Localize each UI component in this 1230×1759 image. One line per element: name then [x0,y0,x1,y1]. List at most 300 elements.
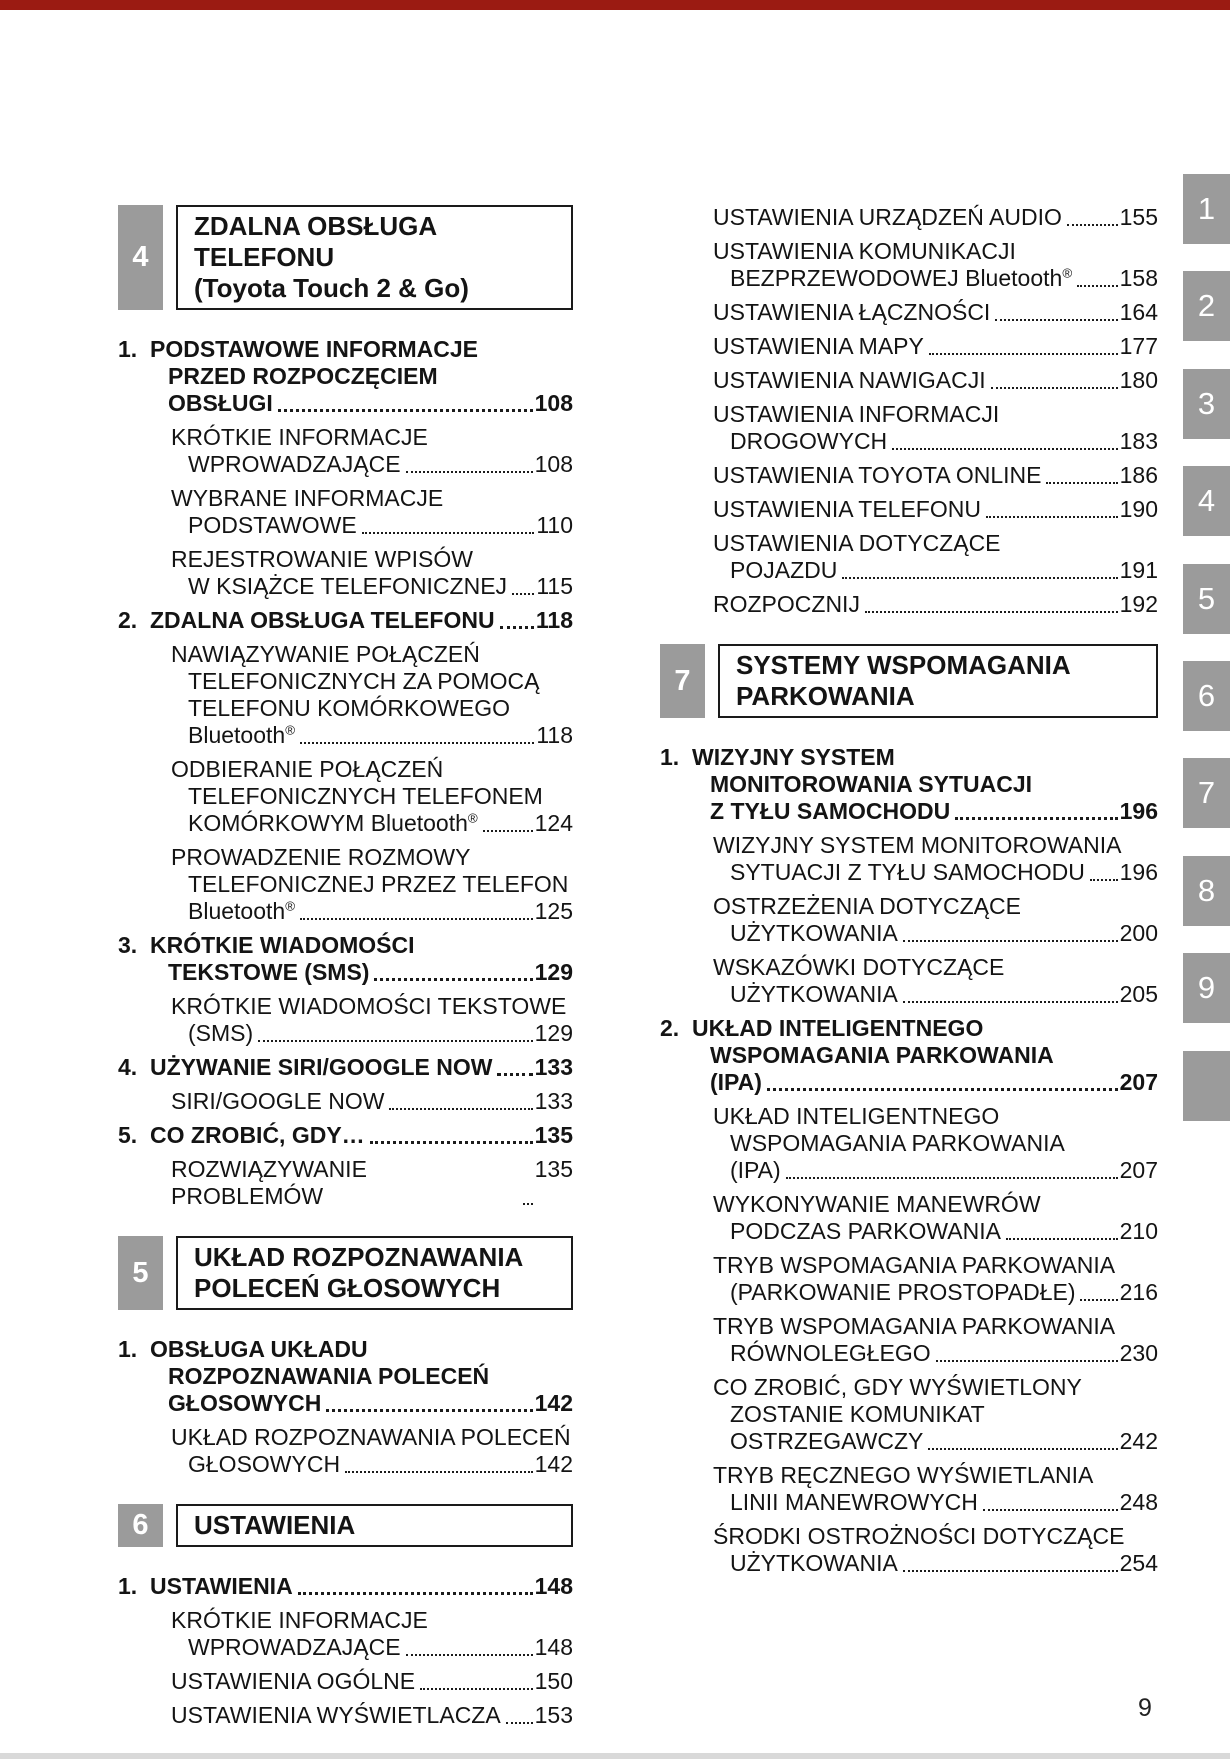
section-title [176,1504,573,1547]
toc-line [118,1088,573,1115]
side-tab-6: 6 [1183,661,1230,731]
page-ref: 200 [1119,920,1158,946]
toc-entry [660,1015,1158,1096]
page-ref: 248 [1119,1489,1158,1515]
toc-entry [118,641,573,749]
toc-line [660,859,1158,886]
toc-line [118,1702,573,1729]
toc-line [118,1668,573,1695]
toc-entry [660,832,1158,886]
page-ref: 186 [1119,462,1158,488]
section-title-line: UKŁAD ROZPOZNAWANIA [194,1242,524,1272]
entry-number: 1. [118,336,138,362]
entry-text: WPROWADZAJĄCE [188,1634,401,1660]
entry-number: 1. [118,1336,138,1362]
toc-line [660,1489,1158,1516]
page-ref: 177 [1119,333,1158,359]
dot-leader [326,1390,532,1412]
section-header [118,205,573,310]
toc-line [660,462,1158,489]
dot-leader [406,451,533,473]
entry-text: UŻYTKOWANIA [730,1550,898,1576]
toc-line [118,1390,573,1417]
toc-line [660,1130,1158,1157]
toc-line [660,1015,1158,1042]
toc-line [118,959,573,986]
toc-entry [118,485,573,539]
entry-text: USTAWIENIA OGÓLNE [171,1668,416,1694]
toc-entry [660,954,1158,1008]
side-tab-8: 8 [1183,856,1230,926]
entry-text: KRÓTKIE INFORMACJE [171,1607,428,1633]
entry-text: WYBRANE INFORMACJE [171,485,444,511]
toc-line [118,512,573,539]
toc-line [660,981,1158,1008]
toc-line [660,1069,1158,1096]
dot-leader [991,367,1118,389]
toc-line [660,1042,1158,1069]
toc-entry [118,1607,573,1661]
entry-text: OSTRZEŻENIA DOTYCZĄCE [713,893,1021,919]
dot-leader [300,722,534,744]
toc-line [118,451,573,478]
side-tab-1: 1 [1183,174,1230,244]
entry-text: USTAWIENIA KOMUNIKACJI [713,238,1016,264]
entry-text: CO ZROBIĆ, GDY… [150,1122,365,1148]
entry-text: TRYB WSPOMAGANIA PARKOWANIA [713,1313,1116,1339]
toc-entry [660,299,1158,326]
entry-text: WSPOMAGANIA PARKOWANIA [710,1042,1054,1068]
toc-line [660,265,1158,292]
dot-leader [903,1550,1118,1572]
toc-entry [118,1573,573,1600]
page-ref: 135 [534,1156,573,1182]
page-ref: 150 [534,1668,573,1694]
entry-text: ROZWIĄZYWANIE PROBLEMÓW [171,1156,367,1209]
dot-leader [345,1451,533,1473]
entry-text: PROWADZENIE ROZMOWY [171,844,471,870]
entry-text: ZOSTANIE KOMUNIKAT [730,1401,985,1427]
entry-text: MONITOROWANIA SYTUACJI [710,771,1033,797]
toc-entry [118,607,573,634]
toc-line [660,428,1158,455]
toc-entry [660,1313,1158,1367]
dot-leader [983,1489,1118,1511]
toc-line [118,668,573,695]
toc-entry [660,1462,1158,1516]
page-ref: 242 [1119,1428,1158,1454]
section-number-badge: 5 [118,1236,163,1310]
toc-line [118,485,573,512]
page-ref: 153 [534,1702,573,1728]
entry-text: KRÓTKIE INFORMACJE [171,424,428,450]
entry-text: WIZYJNY SYSTEM MONITOROWANIA [713,832,1122,858]
toc-line [660,238,1158,265]
section-title-line: PARKOWANIA [736,681,915,711]
dot-leader [995,299,1117,321]
section-header [660,644,1158,718]
entry-text: ŚRODKI OSTROŻNOŚCI DOTYCZĄCE [713,1523,1125,1549]
dot-leader [1090,859,1118,881]
entry-text: ODBIERANIE POŁĄCZEŃ [171,756,444,782]
entry-text: (PARKOWANIE PROSTOPADŁE) [730,1279,1076,1305]
entry-text: RÓWNOLEGŁEGO [730,1340,931,1366]
toc-line [660,333,1158,360]
entry-text: UKŁAD INTELIGENTNEGO [692,1015,984,1041]
top-accent-bar [0,0,1230,10]
dot-leader [903,981,1118,1003]
toc-line [118,1156,573,1210]
dot-leader [928,1428,1117,1450]
toc-line [118,993,573,1020]
toc-line [660,1401,1158,1428]
entry-text: TRYB RĘCZNEGO WYŚWIETLANIA [713,1462,1094,1488]
page-ref: 196 [1119,798,1158,824]
page-ref: 158 [1119,265,1158,291]
page-ref: 183 [1119,428,1158,454]
page-number: 9 [1138,1694,1152,1722]
toc-line [660,530,1158,557]
dot-leader [298,1573,533,1595]
toc-line [118,390,573,417]
page-ref: 142 [534,1451,573,1477]
entry-text: GŁOSOWYCH [188,1451,341,1477]
section-title-line: SYSTEMY WSPOMAGANIA [736,650,1071,680]
entry-number: 1. [118,1573,138,1599]
page-ref: 155 [1119,204,1158,230]
entry-text: NAWIĄZYWANIE POŁĄCZEŃ [171,641,480,667]
page-ref: 205 [1119,981,1158,1007]
entry-text: WIZYJNY SYSTEM [692,744,895,770]
toc-line [118,424,573,451]
toc-line [660,591,1158,618]
toc-entry [660,893,1158,947]
section-title [176,205,573,310]
entry-text: ZDALNA OBSŁUGA TELEFONU [150,607,495,633]
page-ref: 108 [534,451,573,477]
section-title-line: (Toyota Touch 2 & Go) [194,273,469,303]
entry-text: USTAWIENIA TELEFONU [713,496,981,522]
toc-entry [660,744,1158,825]
toc-entry [660,462,1158,489]
entry-text: USTAWIENIA ŁĄCZNOŚCI [713,299,991,325]
entry-number: 5. [118,1122,138,1148]
entry-text: UŻYTKOWANIA [730,920,898,946]
entry-text: WYKONYWANIE MANEWRÓW [713,1191,1041,1217]
toc-line [660,1550,1158,1577]
entry-text: SIRI/GOOGLE NOW [171,1088,385,1114]
page-ref: 118 [536,722,573,748]
dot-leader [278,390,533,412]
toc-line [118,722,573,749]
toc-line [660,920,1158,947]
dot-leader [929,333,1118,355]
page-ref: 216 [1119,1279,1158,1305]
section-number-badge: 4 [118,205,163,310]
dot-leader [1006,1218,1118,1240]
toc-entry [118,1156,573,1210]
entry-number: 1. [660,744,680,770]
toc-line [118,546,573,573]
toc-line [660,798,1158,825]
entry-text: PODCZAS PARKOWANIA [730,1218,1001,1244]
section-title-line: USTAWIENIA [194,1510,356,1540]
toc-entry [118,932,573,986]
entry-text: USTAWIENIA NAWIGACJI [713,367,986,393]
entry-text: USTAWIENIA URZĄDZEŃ AUDIO [713,204,1062,230]
section-number-badge: 7 [660,644,705,718]
entry-text: GŁOSOWYCH [168,1390,322,1416]
toc-line [118,695,573,722]
toc-entry [660,333,1158,360]
page-ref: 191 [1119,557,1158,583]
toc-entry [660,591,1158,618]
page-ref: 124 [534,810,573,836]
toc-line [660,1340,1158,1367]
toc-line [660,401,1158,428]
entry-text: TEKSTOWE (SMS) [168,959,370,985]
entry-text: PODSTAWOWE INFORMACJE [150,336,478,362]
toc-line [118,363,573,390]
toc-line [660,1374,1158,1401]
toc-line [118,1020,573,1047]
dot-leader [842,557,1117,579]
toc-entry [118,336,573,417]
toc-column-right [660,204,1158,1584]
dot-leader [389,1088,532,1110]
toc-line [660,771,1158,798]
toc-entry [118,424,573,478]
dot-leader [892,428,1117,450]
entry-number: 2. [660,1015,680,1041]
toc-line [660,1157,1158,1184]
entry-text: LINII MANEWROWYCH [730,1489,978,1515]
side-tab-3: 3 [1183,369,1230,439]
entry-text: POJAZDU [730,557,838,583]
toc-entry [660,1103,1158,1184]
toc-line [118,932,573,959]
entry-text: PRZED ROZPOCZĘCIEM [168,363,438,389]
page-ref: 180 [1119,367,1158,393]
toc-line [660,204,1158,231]
page-ref: 115 [536,573,573,599]
toc-column-left [118,205,573,1736]
section-header [118,1236,573,1310]
toc-line [118,1451,573,1478]
section-title [176,1236,573,1310]
dot-leader [497,1054,532,1076]
toc-entry [660,530,1158,584]
page-ref: 135 [534,1122,573,1148]
section-title-line: ZDALNA OBSŁUGA TELEFONU [194,211,437,272]
side-tab-blank [1183,1051,1230,1121]
entry-text: (SMS) [188,1020,254,1046]
toc-entry [660,1523,1158,1577]
entry-text: TRYB WSPOMAGANIA PARKOWANIA [713,1252,1116,1278]
page-ref: 148 [534,1634,573,1660]
toc-entry [660,1374,1158,1455]
entry-text: OSTRZEGAWCZY [730,1428,924,1454]
entry-text: BEZPRZEWODOWEJ Bluetooth® [730,265,1073,291]
entry-text: OBSŁUGA UKŁADU [150,1336,368,1362]
toc-line [660,893,1158,920]
toc-line [660,1523,1158,1550]
side-tab-7: 7 [1183,758,1230,828]
toc-line [660,367,1158,394]
entry-text: TELEFONICZNYCH ZA POMOCĄ [188,668,540,694]
dot-leader [786,1157,1118,1179]
entry-text: USTAWIENIA MAPY [713,333,924,359]
entry-text: WSKAZÓWKI DOTYCZĄCE [713,954,1005,980]
toc-entry [118,1668,573,1695]
toc-line [660,1103,1158,1130]
page-ref: 196 [1119,859,1158,885]
entry-text: KOMÓRKOWYM Bluetooth® [188,810,478,836]
toc-line [118,1336,573,1363]
toc-line [660,1191,1158,1218]
entry-text: (IPA) [710,1069,762,1095]
dot-leader [300,898,533,920]
toc-line [660,496,1158,523]
page-ref: 207 [1119,1157,1158,1183]
page-ref: 230 [1119,1340,1158,1366]
toc-entry [118,1088,573,1115]
page-ref: 142 [534,1390,573,1416]
dot-leader [903,920,1118,942]
entry-text: (IPA) [730,1157,781,1183]
toc-entry [118,844,573,925]
toc-entry [118,1336,573,1417]
page-ref: 125 [534,898,573,924]
entry-text: REJESTROWANIE WPISÓW [171,546,473,572]
dot-leader [420,1668,533,1690]
dot-leader [955,798,1117,820]
dot-leader [406,1634,533,1656]
page-ref: 254 [1119,1550,1158,1576]
toc-line [118,1363,573,1390]
section-title [718,644,1158,718]
dot-leader [986,496,1118,518]
page-ref: 192 [1119,591,1158,617]
toc-entry [118,546,573,600]
toc-line [660,1252,1158,1279]
entry-text: USTAWIENIA WYŚWIETLACZA [171,1702,501,1728]
toc-line [118,1424,573,1451]
section-header [118,1504,573,1547]
entry-text: WPROWADZAJĄCE [188,451,401,477]
entry-text: UŻYTKOWANIA [730,981,898,1007]
page-ref: 118 [535,607,573,633]
entry-text: TELEFONU KOMÓRKOWEGO [188,695,511,721]
toc-line [660,954,1158,981]
toc-line [660,1428,1158,1455]
toc-line [118,1607,573,1634]
page-ref: 210 [1119,1218,1158,1244]
entry-text: CO ZROBIĆ, GDY WYŚWIETLONY [713,1374,1082,1400]
entry-text: DROGOWYCH [730,428,888,454]
toc-entry [118,1054,573,1081]
entry-text: W KSIĄŻCE TELEFONICZNEJ [188,573,508,599]
toc-entry [660,367,1158,394]
dot-leader [523,1156,533,1205]
dot-leader [258,1020,532,1042]
entry-text: ROZPOCZNIJ [713,591,860,617]
toc-line [118,1634,573,1661]
toc-line [118,641,573,668]
toc-line [118,783,573,810]
entry-text: UKŁAD ROZPOZNAWANIA POLECEŃ [171,1424,571,1450]
toc-line [118,756,573,783]
page-ref: 110 [536,512,573,538]
toc-entry [118,1702,573,1729]
entry-text: USTAWIENIA [150,1573,293,1599]
entry-text: USTAWIENIA INFORMACJI [713,401,1000,427]
dot-leader [865,591,1118,613]
toc-line [660,1462,1158,1489]
page-ref: 164 [1119,299,1158,325]
entry-text: TELEFONICZNYCH TELEFONEM [188,783,543,809]
page-ref: 129 [534,959,573,985]
side-tab-4: 4 [1183,466,1230,536]
toc-entry [660,1252,1158,1306]
page-ref: 133 [534,1088,573,1114]
entry-text: ROZPOZNAWANIA POLECEŃ [168,1363,490,1389]
toc-entry [660,204,1158,231]
page-ref: 148 [534,1573,573,1599]
dot-leader [483,810,533,832]
dot-leader [1046,462,1117,484]
toc-line [118,607,573,634]
dot-leader [370,1122,533,1144]
toc-line [118,810,573,837]
toc-entry [660,496,1158,523]
dot-leader [1067,204,1118,226]
entry-text: WSPOMAGANIA PARKOWANIA [730,1130,1065,1156]
toc-line [118,573,573,600]
entry-text: KRÓTKIE WIADOMOŚCI TEKSTOWE [171,993,567,1019]
section-number-badge: 6 [118,1504,163,1547]
dot-leader [512,573,534,595]
side-tab-9: 9 [1183,953,1230,1023]
toc-line [660,744,1158,771]
side-tab-5: 5 [1183,564,1230,634]
page-ref: 207 [1119,1069,1158,1095]
toc-line [660,557,1158,584]
page-ref: 133 [534,1054,573,1080]
page-ref: 129 [534,1020,573,1046]
bottom-edge-bar [0,1753,1230,1759]
entry-text: Bluetooth® [188,722,296,748]
toc-line [118,1122,573,1149]
toc-line [118,336,573,363]
toc-line [660,1313,1158,1340]
entry-text: UŻYWANIE SIRI/GOOGLE NOW [150,1054,493,1080]
entry-text: PODSTAWOWE [188,512,357,538]
dot-leader [1080,1279,1117,1301]
entry-number: 2. [118,607,138,633]
toc-line [118,844,573,871]
entry-text: KRÓTKIE WIADOMOŚCI [150,932,415,958]
toc-entry [118,993,573,1047]
toc-line [660,1279,1158,1306]
page-ref: 108 [534,390,573,416]
entry-text: USTAWIENIA DOTYCZĄCE [713,530,1001,556]
side-tab-2: 2 [1183,271,1230,341]
entry-text: Z TYŁU SAMOCHODU [710,798,951,824]
toc-line [660,1218,1158,1245]
entry-text: SYTUACJI Z TYŁU SAMOCHODU [730,859,1085,885]
toc-entry [660,238,1158,292]
